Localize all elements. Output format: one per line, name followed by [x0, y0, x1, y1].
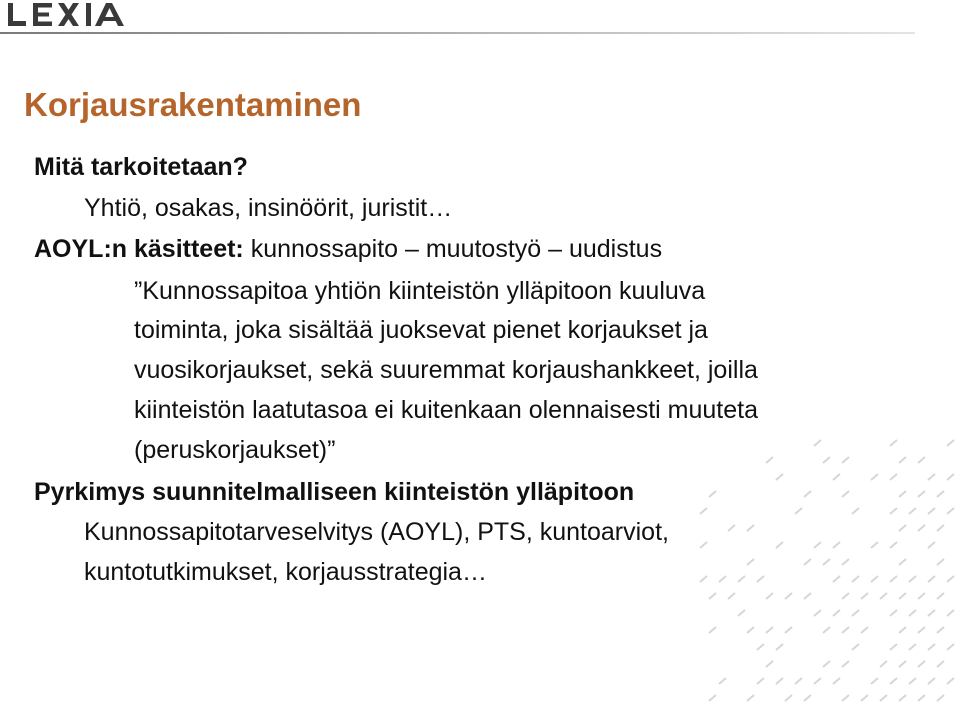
body-line-6 — [134, 355, 758, 385]
decorative-dash — [890, 440, 897, 446]
decorative-dash — [918, 627, 925, 633]
decorative-dash — [871, 542, 878, 548]
decorative-dash — [890, 644, 897, 650]
slide-title: Korjausrakentaminen — [24, 86, 362, 123]
body-line-10-text: Kunnossapitotarveselvitys (AOYL), PTS, kuntoarviot, — [84, 518, 669, 546]
decorative-dash — [757, 576, 764, 582]
decorative-dash — [890, 474, 897, 480]
body-line-1 — [34, 152, 248, 182]
decorative-dash — [899, 593, 906, 599]
decorative-dash — [918, 593, 925, 599]
body-line-3 — [34, 234, 662, 264]
decorative-dash — [842, 593, 849, 599]
decorative-dash — [700, 508, 707, 514]
decorative-dash — [899, 457, 906, 463]
decorative-dash — [776, 474, 783, 480]
decorative-dash — [700, 576, 707, 582]
decorative-dash — [833, 610, 840, 616]
decorative-dash — [947, 474, 954, 480]
decorative-dash — [861, 627, 868, 633]
decorative-dash — [709, 695, 716, 701]
decorative-dash — [928, 542, 935, 548]
decorative-dash — [833, 576, 840, 582]
decorative-dash — [890, 576, 897, 582]
body-line-5 — [134, 315, 708, 345]
decorative-dash — [785, 593, 792, 599]
decorative-dash — [947, 610, 954, 616]
body-line-8-text: (peruskorjaukset)” — [134, 436, 336, 464]
decorative-dash — [823, 661, 830, 667]
decorative-dash — [890, 542, 897, 548]
decorative-dash — [776, 542, 783, 548]
decorative-dash — [700, 542, 707, 548]
decorative-dash — [947, 576, 954, 582]
decorative-dash — [842, 559, 849, 565]
decorative-dash — [909, 610, 916, 616]
decorative-dash — [833, 542, 840, 548]
body-line-10 — [84, 517, 669, 547]
decorative-dash — [852, 644, 859, 650]
decorative-dash — [842, 457, 849, 463]
decorative-dash — [842, 627, 849, 633]
decorative-dash — [918, 457, 925, 463]
decorative-dash — [918, 695, 925, 701]
body-line-3-bold: AOYL:n käsitteet: — [34, 235, 244, 263]
body-line-8 — [134, 435, 335, 465]
body-line-1-bold: Mitä tarkoitetaan? — [34, 153, 248, 181]
decorative-dash — [842, 661, 849, 667]
decorative-dash — [928, 678, 935, 684]
decorative-dash — [766, 627, 773, 633]
decorative-dash — [871, 678, 878, 684]
decorative-dash — [766, 457, 773, 463]
decorative-dash — [880, 661, 887, 667]
decorative-dash — [852, 610, 859, 616]
decorative-dash — [747, 525, 754, 531]
decorative-dash — [928, 508, 935, 514]
decorative-dash — [861, 695, 868, 701]
decorative-dash — [937, 695, 944, 701]
decorative-dash — [776, 678, 783, 684]
decorative-dash — [814, 440, 821, 446]
decorative-dash — [899, 559, 906, 565]
body-line-2-text: Yhtiö, osakas, insinöörit, juristit… — [84, 194, 453, 222]
decorative-dash — [899, 661, 906, 667]
decorative-dash — [899, 491, 906, 497]
decorative-dash — [804, 695, 811, 701]
decorative-dash — [937, 627, 944, 633]
decorative-dash — [728, 525, 735, 531]
decorative-dash — [709, 593, 716, 599]
decorative-dash — [823, 627, 830, 633]
decorative-dash — [909, 508, 916, 514]
decorative-dash — [766, 593, 773, 599]
decorative-dash — [833, 678, 840, 684]
decorative-dash — [909, 576, 916, 582]
decorative-dash — [937, 661, 944, 667]
decorative-dash — [852, 508, 859, 514]
decorative-dash — [937, 593, 944, 599]
decorative-dash — [937, 491, 944, 497]
body-line-6-text: vuosikorjaukset, sekä suuremmat korjaushankkeet, joilla — [134, 356, 758, 384]
decorative-dash — [747, 695, 754, 701]
decorative-dash — [928, 644, 935, 650]
decorative-dash — [909, 678, 916, 684]
decorative-dash — [776, 644, 783, 650]
decorative-dash — [804, 593, 811, 599]
decorative-dash — [871, 576, 878, 582]
decorative-dash — [852, 576, 859, 582]
decorative-dash — [785, 695, 792, 701]
body-line-11 — [84, 557, 487, 587]
body-line-4 — [134, 276, 705, 306]
body-line-7 — [134, 395, 758, 425]
decorative-dash — [757, 644, 764, 650]
decorative-dash — [738, 576, 745, 582]
decorative-dash — [842, 491, 849, 497]
decorative-dash — [928, 474, 935, 480]
decorative-dash — [823, 457, 830, 463]
body-line-3-text: kunnossapito – muutostyö – uudistus — [243, 235, 663, 263]
decorative-dash — [814, 610, 821, 616]
decorative-dash — [861, 593, 868, 599]
decorative-dash — [814, 678, 821, 684]
decorative-dash — [833, 474, 840, 480]
decorative-dash — [738, 610, 745, 616]
decorative-dash — [804, 559, 811, 565]
decorative-dash — [747, 559, 754, 565]
decorative-dash — [947, 440, 954, 446]
decorative-dash — [947, 508, 954, 514]
decorative-dash — [709, 491, 716, 497]
decorative-dash — [899, 695, 906, 701]
decorative-dash — [747, 627, 754, 633]
body-line-5-text: toiminta, joka sisältää juoksevat pienet korjaukset ja — [134, 316, 708, 344]
body-line-7-text: kiinteistön laatutasoa ei kuitenkaan olennaisesti muuteta — [134, 396, 759, 424]
decorative-dash — [719, 678, 726, 684]
decorative-dash — [918, 525, 925, 531]
body-line-11-text: kuntotutkimukset, korjausstrategia… — [84, 558, 487, 586]
header-divider — [0, 32, 915, 34]
decorative-dash — [918, 491, 925, 497]
body-line-4-text: ”Kunnossapitoa yhtiön kiinteistön ylläpitoon kuuluva — [134, 277, 706, 305]
lexia-logo — [8, 0, 148, 30]
decorative-dash — [814, 542, 821, 548]
decorative-dash — [728, 593, 735, 599]
decorative-dash — [823, 559, 830, 565]
body-line-2 — [84, 193, 452, 223]
decorative-dash — [928, 576, 935, 582]
decorative-dash — [880, 593, 887, 599]
decorative-dash — [709, 627, 716, 633]
decorative-dash — [918, 661, 925, 667]
decorative-dash — [947, 644, 954, 650]
decorative-dash — [719, 576, 726, 582]
decorative-dash — [785, 627, 792, 633]
decorative-dash — [880, 695, 887, 701]
decorative-dash — [899, 525, 906, 531]
decorative-dash — [795, 678, 802, 684]
decorative-dash — [937, 559, 944, 565]
decorative-dash — [804, 491, 811, 497]
decorative-dash — [757, 678, 764, 684]
decorative-dash — [871, 474, 878, 480]
decorative-dash — [890, 610, 897, 616]
decorative-dash — [899, 627, 906, 633]
decorative-dash — [937, 525, 944, 531]
decorative-dash — [928, 610, 935, 616]
decorative-dash — [842, 695, 849, 701]
body-line-9-bold: Pyrkimys suunnitelmalliseen kiinteistön ylläpitoon — [34, 478, 635, 506]
decorative-dash — [890, 508, 897, 514]
body-line-9 — [34, 477, 634, 507]
decorative-dash — [766, 661, 773, 667]
decorative-dash — [795, 508, 802, 514]
decorative-dash — [890, 678, 897, 684]
decorative-dash — [909, 644, 916, 650]
decorative-dash — [947, 678, 954, 684]
